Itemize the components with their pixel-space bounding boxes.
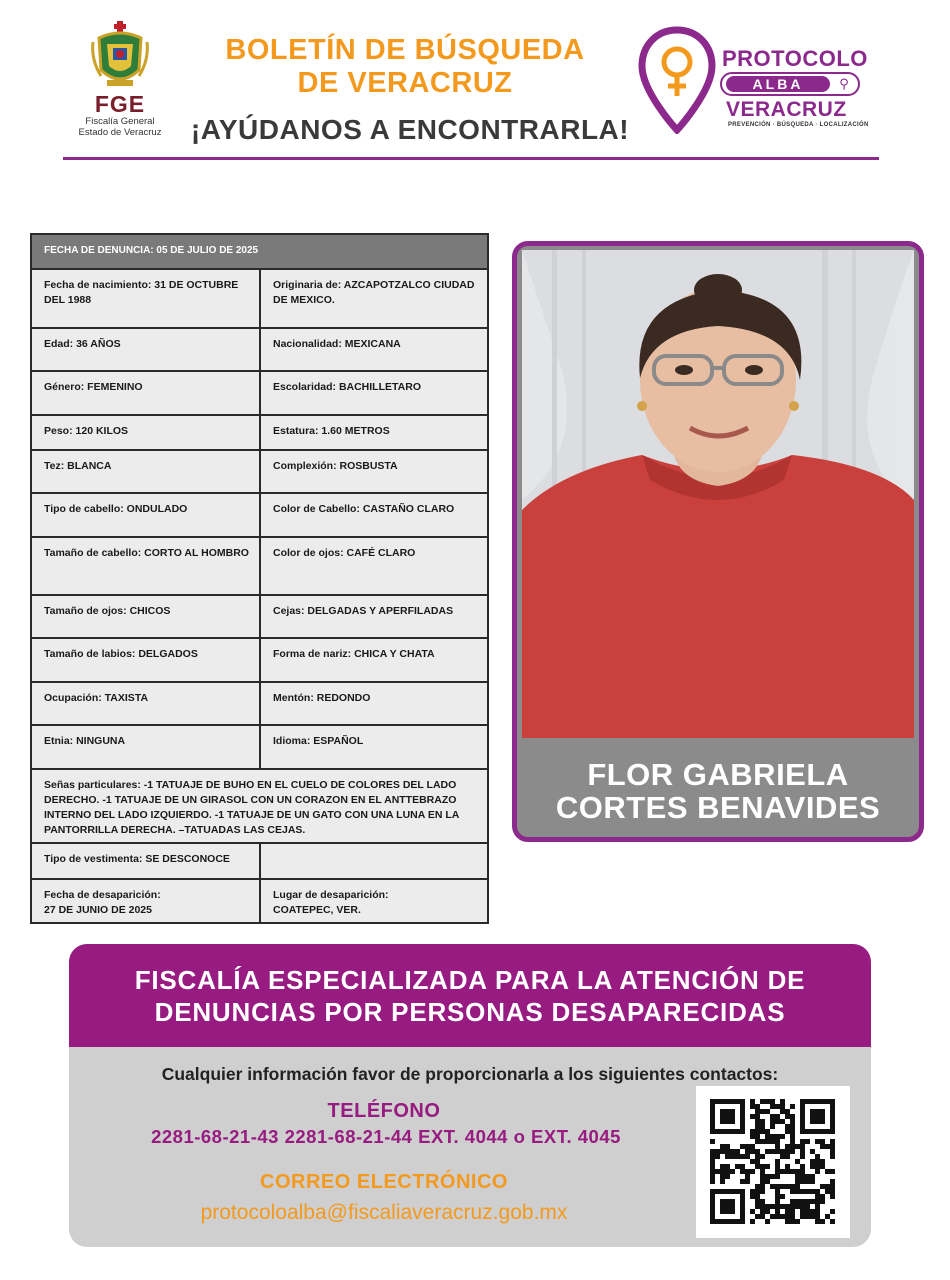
contact-intro: Cualquier información favor de proporcionarla a los siguientes contactos: bbox=[161, 1064, 779, 1084]
person-data-table bbox=[30, 233, 489, 924]
table-row bbox=[31, 725, 488, 769]
lugar-desaparicion bbox=[260, 879, 488, 923]
lugar-desaparicion-label: Lugar de desaparición: bbox=[273, 889, 389, 901]
alba-tagline: PREVENCIÓN · BÚSQUEDA · LOCALIZACIÓN bbox=[728, 122, 869, 128]
search-icon: ⚲ bbox=[839, 76, 849, 91]
fiscalia-line2: DENUNCIAS POR PERSONAS DESAPARECIDAS bbox=[154, 997, 786, 1027]
table-row bbox=[31, 371, 488, 415]
table-cell: Mentón: REDONDO bbox=[260, 682, 488, 725]
fge-name-line1: Fiscalía General bbox=[85, 116, 155, 127]
table-row bbox=[31, 769, 488, 843]
table-cell: Originaria de: AZCAPOTZALCO CIUDAD DE MEXICO. bbox=[260, 269, 488, 328]
email-link[interactable]: protocoloalba@fiscaliaveracruz.gob.mx bbox=[200, 1201, 568, 1224]
table-cell: Fecha de nacimiento: 31 DE OCTUBRE DEL 1988 bbox=[31, 269, 260, 328]
bulletin-title bbox=[195, 34, 615, 100]
table-cell: Complexión: ROSBUSTA bbox=[260, 450, 488, 493]
email-title: CORREO ELECTRÓNICO bbox=[260, 1171, 508, 1193]
fiscalia-line1: FISCALÍA ESPECIALIZADA PARA LA ATENCIÓN DE bbox=[134, 965, 806, 995]
alba-veracruz-text: VERACRUZ bbox=[726, 98, 847, 121]
fecha-desaparicion-value: 27 DE JUNIO DE 2025 bbox=[44, 904, 152, 916]
person-photo bbox=[522, 250, 914, 738]
table-cell: Edad: 36 AÑOS bbox=[31, 328, 260, 371]
table-row bbox=[31, 537, 488, 595]
table-cell-empty bbox=[260, 843, 488, 879]
fge-abbreviation: FGE bbox=[94, 91, 146, 117]
bulletin-subtitle: ¡AYÚDANOS A ENCONTRARLA! bbox=[190, 114, 630, 145]
table-cell: Tamaño de labios: DELGADOS bbox=[31, 638, 260, 682]
person-photo-card bbox=[512, 241, 924, 842]
table-cell: Tez: BLANCA bbox=[31, 450, 260, 493]
table-cell: Color de Cabello: CASTAÑO CLARO bbox=[260, 493, 488, 537]
table-cell: Forma de nariz: CHICA Y CHATA bbox=[260, 638, 488, 682]
alba-pill bbox=[720, 72, 860, 96]
table-cell: Etnia: NINGUNA bbox=[31, 725, 260, 769]
table-row bbox=[31, 595, 488, 638]
table-cell: Color de ojos: CAFÉ CLARO bbox=[260, 537, 488, 595]
fge-logo bbox=[68, 20, 172, 148]
table-row bbox=[31, 493, 488, 537]
table-cell: Estatura: 1.60 METROS bbox=[260, 415, 488, 450]
fecha-desaparicion-label: Fecha de desaparición: bbox=[44, 889, 161, 901]
tipo-vestimenta: Tipo de vestimenta: SE DESCONOCE bbox=[31, 843, 260, 879]
fecha-desaparicion bbox=[31, 879, 260, 923]
table-cell: Tamaño de ojos: CHICOS bbox=[31, 595, 260, 638]
table-cell: Tamaño de cabello: CORTO AL HOMBRO bbox=[31, 537, 260, 595]
table-row bbox=[31, 328, 488, 371]
table-cell: Idioma: ESPAÑOL bbox=[260, 725, 488, 769]
table-row bbox=[31, 415, 488, 450]
person-name-line2: CORTES BENAVIDES bbox=[555, 790, 881, 825]
table-cell: Ocupación: TAXISTA bbox=[31, 682, 260, 725]
alba-protocolo-text: PROTOCOLO bbox=[722, 46, 868, 71]
protocolo-alba-logo bbox=[636, 26, 869, 136]
location-pin-female-icon bbox=[638, 26, 716, 134]
contact-panel bbox=[69, 944, 871, 1247]
person-name-line1: FLOR GABRIELA bbox=[587, 757, 849, 792]
table-row bbox=[31, 879, 488, 923]
header-divider bbox=[63, 157, 879, 160]
bulletin-title-line1: BOLETÍN DE BÚSQUEDA bbox=[225, 34, 585, 66]
table-cell: Nacionalidad: MEXICANA bbox=[260, 328, 488, 371]
table-cell: Cejas: DELGADAS Y APERFILADAS bbox=[260, 595, 488, 638]
person-name bbox=[517, 744, 919, 840]
alba-text: ALBA bbox=[726, 76, 830, 92]
qr-code[interactable] bbox=[696, 1086, 850, 1238]
fiscalia-banner bbox=[69, 944, 871, 1047]
bulletin-title-line2: DE VERACRUZ bbox=[297, 67, 513, 99]
table-row bbox=[31, 450, 488, 493]
phone-title: TELÉFONO bbox=[327, 1100, 441, 1122]
senas-particulares: Señas particulares: -1 TATUAJE DE BUHO EN EL CUELO DE COLORES DEL LADO DERECHO. -1 TATUAJE DE UN GIRASOL CON UN CORAZON EN EL ANTTEBRAZO INTERNO DEL LADO IZQUIERDO. -1 TATUAJE DE UN GATO CON UNA LUNA EN LA PANTORRILLA DERECHA. –TATUADAS LAS CEJAS. bbox=[31, 769, 488, 843]
phone-numbers[interactable]: 2281-68-21-43 2281-68-21-44 EXT. 4044 o EXT. 4045 bbox=[151, 1126, 621, 1147]
lugar-desaparicion-value: COATEPEC, VER. bbox=[273, 904, 361, 916]
bulletin-header bbox=[0, 0, 950, 170]
table-row bbox=[31, 682, 488, 725]
table-header-row bbox=[31, 234, 488, 269]
table-row bbox=[31, 843, 488, 879]
person-photo-icon bbox=[522, 250, 914, 738]
qr-code-icon bbox=[696, 1086, 850, 1238]
table-cell: Género: FEMENINO bbox=[31, 371, 260, 415]
fge-name-line2: Estado de Veracruz bbox=[78, 127, 162, 138]
veracruz-crest-icon bbox=[89, 20, 151, 92]
table-row bbox=[31, 269, 488, 328]
table-cell: Tipo de cabello: ONDULADO bbox=[31, 493, 260, 537]
fecha-denuncia: FECHA DE DENUNCIA: 05 DE JULIO DE 2025 bbox=[31, 234, 488, 269]
table-cell: Peso: 120 KILOS bbox=[31, 415, 260, 450]
table-cell: Escolaridad: BACHILLETARO bbox=[260, 371, 488, 415]
table-row bbox=[31, 638, 488, 682]
